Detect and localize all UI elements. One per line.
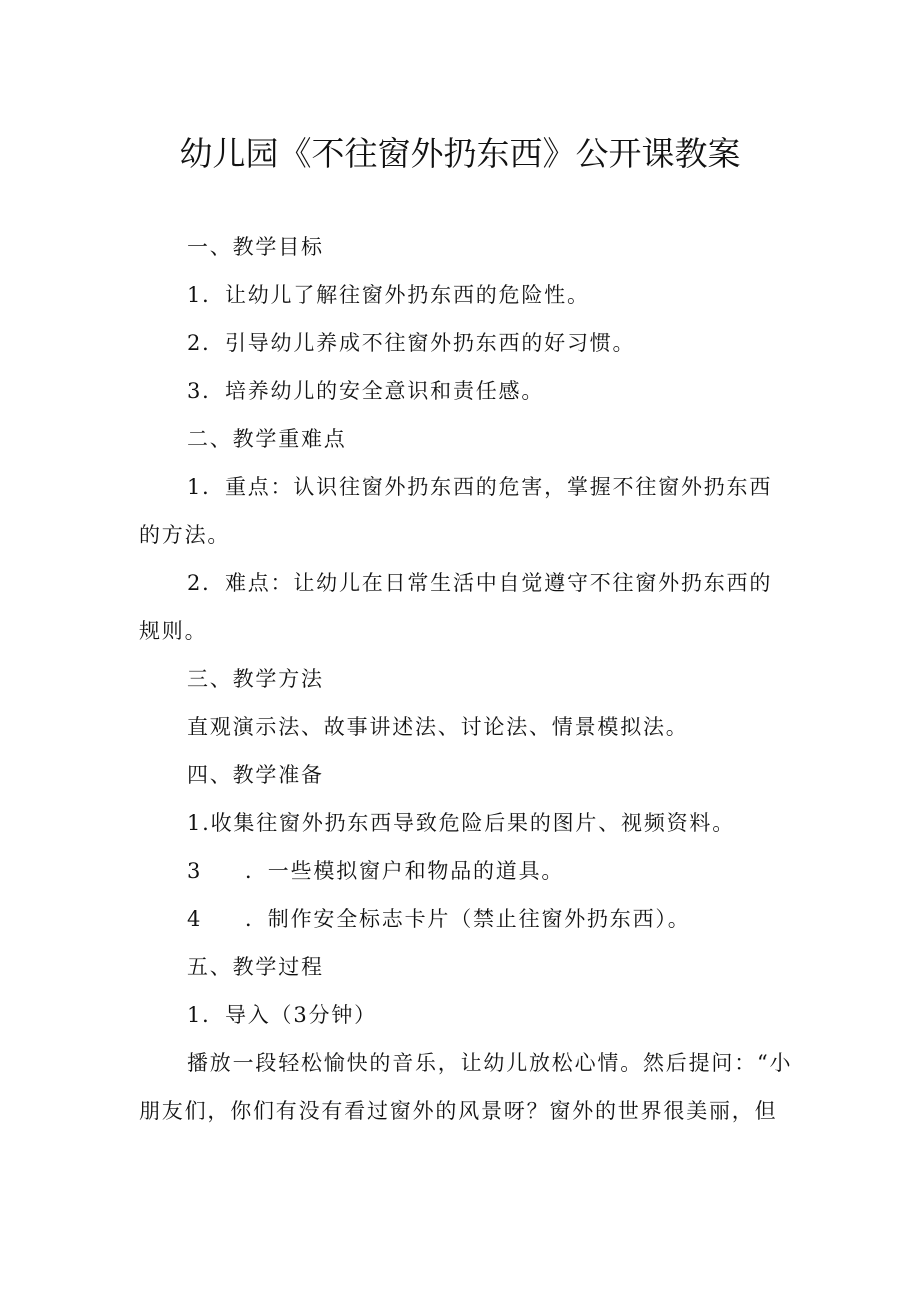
process-paragraph-line-2: 朋友们，你们有没有看过窗外的风景呀？窗外的世界很美丽，但 xyxy=(139,1099,778,1123)
section-heading-methods: 三、教学方法 xyxy=(187,667,324,691)
section-heading-process: 五、教学过程 xyxy=(187,955,324,979)
key-point-2-line-1: 2．难点：让幼儿在日常生活中自觉遵守不往窗外扔东西的 xyxy=(187,571,773,595)
preparation-item-3-number: 3 xyxy=(187,859,203,883)
process-paragraph-line-1: 播放一段轻松愉快的音乐，让幼儿放松心情。然后提问：“小 xyxy=(187,1051,793,1075)
key-point-1-line-1: 1．重点：认识往窗外扔东西的危害，掌握不往窗外扔东西 xyxy=(187,475,773,499)
preparation-item-4-text: ．制作安全标志卡片（禁止往窗外扔东西）。 xyxy=(245,907,691,931)
goal-item-2: 2．引导幼儿养成不往窗外扔东西的好习惯。 xyxy=(187,331,636,355)
key-point-2-line-2: 规则。 xyxy=(139,619,208,643)
goal-item-1: 1．让幼儿了解往窗外扔东西的危险性。 xyxy=(187,283,590,307)
section-heading-key-points: 二、教学重难点 xyxy=(187,427,347,451)
preparation-item-1: 1.收集往窗外扔东西导致危险后果的图片、视频资料。 xyxy=(187,811,736,835)
preparation-item-3-text: ．一些模拟窗户和物品的道具。 xyxy=(245,859,565,883)
preparation-item-4 xyxy=(187,904,691,934)
preparation-item-4-number: 4 xyxy=(187,907,203,931)
methods-text: 直观演示法、故事讲述法、讨论法、情景模拟法。 xyxy=(187,715,689,739)
key-point-1-line-2: 的方法。 xyxy=(139,523,231,547)
section-heading-goals: 一、教学目标 xyxy=(187,235,324,259)
preparation-item-3 xyxy=(187,856,564,886)
goal-item-3: 3．培养幼儿的安全意识和责任感。 xyxy=(187,379,545,403)
process-step-1-heading: 1．导入（3分钟） xyxy=(187,1003,377,1027)
section-heading-preparation: 四、教学准备 xyxy=(187,763,324,787)
document-title: 幼儿园《不往窗外扔东西》公开课教案 xyxy=(179,134,741,173)
